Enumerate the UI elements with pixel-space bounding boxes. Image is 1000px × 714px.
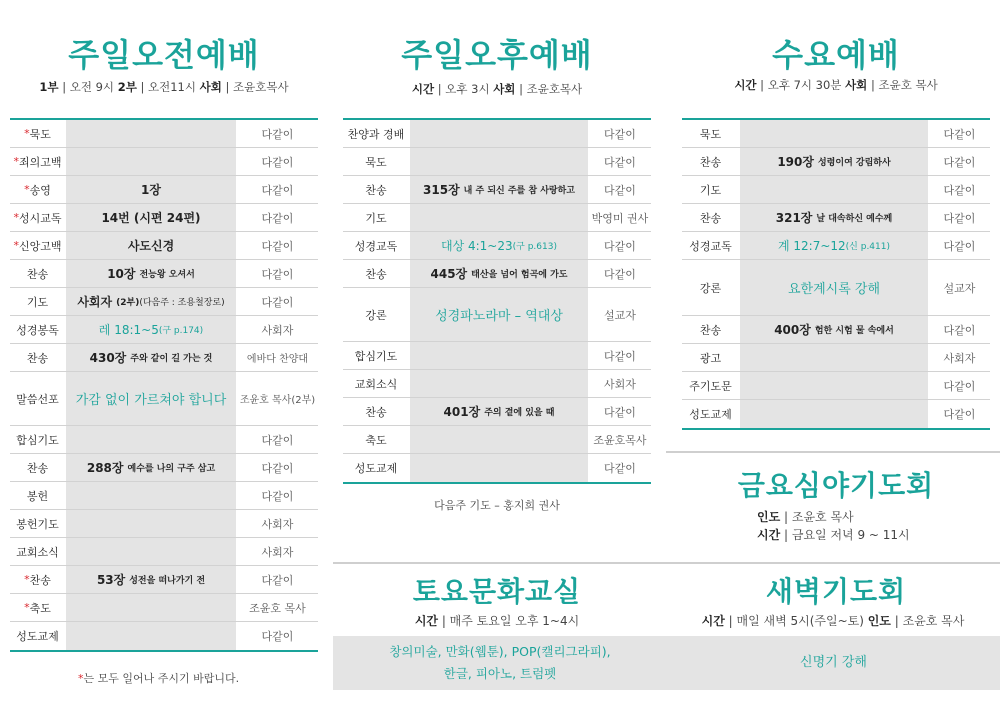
order-row: [343, 260, 651, 288]
order-row: [343, 120, 651, 148]
order-item-label: [10, 426, 65, 453]
order-item-leader: 에바다 찬양대: [246, 354, 309, 365]
order-item-leader: 다같이: [261, 461, 294, 475]
order-item-label-text: 성경교독: [689, 239, 732, 253]
friday-time-value: | 금요일 저녁 9 ~ 11시: [780, 528, 910, 542]
order-item-content: [65, 232, 237, 259]
order-item-label-text: 주기도문: [689, 379, 732, 393]
order-item-content: [739, 260, 929, 315]
order-item-label: [343, 398, 409, 425]
order-item-content: [739, 316, 929, 343]
standing-star: *: [13, 211, 19, 224]
standing-star: *: [24, 573, 30, 586]
wednesday-sub-part2-bold: 사회: [845, 78, 868, 92]
hymn-title: 전능왕 오셔서: [139, 270, 195, 280]
order-item-leader: 사회자: [943, 351, 976, 365]
hymn-title: 성전을 떠나가기 전: [129, 576, 206, 586]
order-item-label: [343, 232, 409, 259]
order-row: [10, 622, 318, 650]
order-item-content: [65, 344, 237, 371]
order-item-label-text: 교회소식: [354, 377, 398, 391]
order-item-content: [409, 176, 589, 203]
order-row: [343, 370, 651, 398]
order-item-label-text: 성시교독: [18, 211, 62, 225]
order-row: [10, 204, 318, 232]
order-item-label: [682, 400, 739, 428]
order-item-label: [682, 316, 739, 343]
order-item-label-text: 성경교독: [354, 239, 398, 253]
order-item-leader: 다같이: [261, 573, 294, 587]
sunday-am-sub-part2: | 오전11시: [136, 80, 200, 94]
order-item-label-text: 강론: [699, 281, 722, 295]
friday-leader-value: | 조윤호 목사: [780, 510, 854, 524]
saturday-classes-box: [333, 636, 667, 690]
order-row: [10, 260, 318, 288]
order-item-content: [65, 316, 237, 343]
next-week-note: (다음주 : 조용철장로): [139, 298, 225, 308]
order-item-label: [343, 176, 409, 203]
order-item-leader: 사회자: [604, 377, 636, 391]
order-row: [682, 148, 990, 176]
order-item-label: [10, 622, 65, 650]
order-item-label: [682, 232, 739, 259]
order-row: [343, 398, 651, 426]
order-item-content: [65, 510, 237, 537]
order-item-label: [343, 120, 409, 147]
order-item-content: [409, 260, 589, 287]
order-item-main: 190장: [777, 155, 814, 169]
sermon-title: 가감 없이 가르쳐야 합니다: [75, 393, 227, 408]
order-row: [682, 232, 990, 260]
order-item-main: 430장: [89, 351, 127, 365]
order-item-label: [10, 176, 65, 203]
sunday-am-title: 주일오전예배: [68, 36, 260, 74]
order-row: [343, 288, 651, 342]
order-item-label-text: 찬송: [699, 155, 722, 169]
order-item-leader: 조윤호 목사: [249, 601, 306, 615]
order-item-label-text: 봉헌기도: [16, 517, 59, 531]
order-item-main: 288장: [86, 461, 124, 475]
friday-leader-label: 인도: [757, 510, 781, 524]
order-item-content: [65, 204, 237, 231]
hymn-title: 날 대속하신 예수께: [816, 214, 893, 224]
order-row: [10, 594, 318, 622]
sunday-am-sub-part1-bold: 1부: [39, 80, 59, 94]
order-item-leader: 다같이: [604, 267, 636, 281]
divider-bottom-section: [333, 562, 1000, 564]
order-item-content: [739, 204, 929, 231]
order-item-label: [10, 538, 65, 565]
order-item-label: [10, 148, 65, 175]
order-row: [10, 176, 318, 204]
wednesday-title: 수요예배: [772, 36, 900, 74]
order-item-main: 53장: [96, 573, 126, 587]
order-item-content: [409, 204, 589, 231]
order-item-label: [343, 454, 409, 482]
order-item-content: [65, 120, 237, 147]
order-item-label: [10, 510, 65, 537]
order-item-label: [343, 426, 409, 453]
order-item-main: 사도신경: [127, 239, 175, 253]
order-item-content: [409, 454, 589, 482]
order-item-label: [682, 176, 739, 203]
sunday-am-footnote: [78, 670, 239, 686]
order-item-leader: 조윤호목사: [593, 433, 647, 447]
order-item-label-text: 합심기도: [354, 349, 398, 363]
order-item-content: [739, 400, 929, 428]
order-item-content: [65, 288, 237, 315]
order-item-leader: 다같이: [604, 239, 636, 253]
order-item-label-text: 찬송: [365, 405, 387, 419]
order-item-label-text: 성경봉독: [16, 323, 59, 337]
order-item-label-text: 기도: [365, 211, 387, 225]
order-item-content: [739, 148, 929, 175]
order-row: [682, 316, 990, 344]
order-item-content: [739, 232, 929, 259]
dawn-title: 새벽기도회: [765, 575, 907, 608]
hymn-title: 주와 같이 길 가는 것: [130, 354, 213, 364]
order-item-label: [682, 260, 739, 315]
dawn-leader-value: | 조윤호 목사: [890, 614, 965, 628]
order-item-label-text: 광고: [699, 351, 722, 365]
order-row: [682, 400, 990, 428]
order-row: [682, 120, 990, 148]
order-item-label: [343, 288, 409, 341]
wednesday-subtitle: [682, 77, 990, 93]
footnote-text: 는 모두 일어나 주시기 바랍니다.: [83, 672, 240, 685]
order-row: [10, 482, 318, 510]
order-row: [10, 344, 318, 372]
hymn-title: 태산을 넘어 험곡에 가도: [471, 270, 568, 280]
order-item-label-text: 봉헌: [26, 489, 49, 503]
order-item-label-text: 성도교제: [354, 462, 398, 475]
order-item-label: [682, 120, 739, 147]
order-row: [682, 176, 990, 204]
saturday-classes-line1: 창의미술, 만화(웹툰), POP(캘리그라피),: [389, 644, 611, 659]
order-item-content: [65, 622, 237, 650]
order-item-label: [10, 232, 65, 259]
order-item-label-text: 찬송: [699, 211, 722, 225]
order-row: [10, 566, 318, 594]
friday-time: [757, 526, 910, 543]
order-item-label-text: 찬송: [26, 267, 49, 281]
order-item-leader: 다같이: [943, 183, 976, 197]
order-item-leader: 다같이: [261, 489, 294, 503]
order-item-main: 1장: [141, 183, 161, 197]
order-item-content: [409, 426, 589, 453]
order-row: [343, 454, 651, 482]
order-item-label: [10, 566, 65, 593]
order-item-leader: 다같이: [943, 211, 976, 225]
order-item-main: 321장: [775, 211, 813, 225]
order-item-label-text: 축도: [29, 601, 51, 615]
dawn-time-label: 시간: [701, 614, 725, 628]
order-item-label-text: 죄의고백: [18, 155, 62, 169]
hymn-title: (2부): [116, 298, 140, 308]
order-item-label-text: 강론: [365, 308, 387, 322]
order-item-label-text: 말씀선포: [16, 392, 59, 406]
order-item-leader: 조윤호 목사(2부): [239, 395, 316, 406]
wednesday-sub-part1-bold: 시간: [734, 78, 757, 92]
order-row: [10, 538, 318, 566]
order-item-leader: 다같이: [943, 323, 976, 337]
order-item-leader: 사회자: [261, 517, 294, 531]
order-item-content: [65, 176, 237, 203]
sunday-pm-title: 주일오후예배: [401, 36, 593, 74]
sermon-title: 요한계시록 강해: [787, 282, 881, 297]
order-item-content: [739, 120, 929, 147]
order-item-main: 401장: [443, 405, 481, 419]
order-row: [682, 344, 990, 372]
order-item-content: [65, 566, 237, 593]
order-item-label: [10, 260, 65, 287]
dawn-time-value: | 매일 새벽 5시(주일~토): [724, 614, 868, 628]
order-item-leader: 다같이: [261, 267, 294, 281]
friday-title: 금요심야기도회: [737, 469, 935, 502]
order-item-label-text: 기도: [699, 183, 722, 197]
order-item-leader: 다같이: [604, 155, 636, 169]
friday-leader: [757, 508, 854, 525]
order-item-label: [343, 204, 409, 231]
order-item-label: [682, 204, 739, 231]
order-item-label: [10, 204, 65, 231]
sunday-pm-sub-part2-bold: 사회: [493, 82, 516, 96]
order-row: [10, 510, 318, 538]
order-item-content: [65, 482, 237, 509]
order-item-label-text: 찬송: [699, 323, 722, 337]
order-item-leader: 다같이: [261, 155, 294, 169]
order-item-content: [409, 148, 589, 175]
order-item-main: 400장: [774, 323, 811, 337]
standing-star: *: [24, 127, 30, 140]
order-item-label-text: 찬송: [26, 351, 49, 365]
sunday-pm-next-week-prayer: 다음주 기도 – 홍지희 권사: [434, 499, 560, 512]
order-item-label-text: 교회소식: [16, 545, 59, 559]
order-item-leader: 다같이: [261, 630, 294, 643]
order-item-label: [10, 482, 65, 509]
sunday-am-sub-part3-bold: 사회: [199, 80, 222, 94]
order-row: [343, 148, 651, 176]
order-item-label-text: 찬송: [365, 183, 387, 197]
sunday-pm-subtitle: [343, 81, 651, 97]
order-item-label: [343, 370, 409, 397]
order-item-leader: 다같이: [604, 183, 636, 197]
wednesday-sub-part2: | 조윤호 목사: [867, 78, 938, 92]
order-item-label-text: 축도: [365, 433, 387, 447]
sunday-am-sub-part3: | 조윤호목사: [221, 80, 289, 94]
order-item-leader: 다같이: [943, 155, 976, 169]
hymn-title: 험한 시험 물 속에서: [814, 326, 894, 336]
order-item-leader: 다같이: [604, 127, 636, 141]
order-item-content: [409, 342, 589, 369]
order-item-label-text: 신앙고백: [18, 239, 62, 253]
order-item-label: [343, 148, 409, 175]
footnote-star: *: [78, 672, 84, 685]
hymn-title: 주의 곁에 있을 때: [484, 408, 555, 418]
order-item-label-text: 찬송: [26, 461, 49, 475]
order-item-content: [739, 372, 929, 399]
order-item-label-text: 묵도: [699, 127, 722, 141]
wednesday-sub-part1: | 오후 7시 30분: [756, 78, 846, 92]
order-item-label: [682, 148, 739, 175]
order-item-content: [65, 260, 237, 287]
dawn-leader-label: 인도: [867, 614, 891, 628]
standing-star: *: [13, 239, 19, 252]
sermon-title: 성경파노라마 – 역대상: [435, 309, 563, 324]
order-row: [682, 204, 990, 232]
order-item-label: [10, 288, 65, 315]
sunday-am-sub-part2-bold: 2부: [117, 80, 137, 94]
order-item-leader: 사회자: [261, 545, 294, 559]
order-item-leader: 다같이: [943, 127, 976, 141]
standing-star: *: [24, 183, 30, 196]
hymn-title: 내 주 되신 주를 참 사랑하고: [463, 186, 575, 196]
order-item-main: 사회자: [77, 295, 113, 309]
order-item-main: 445장: [430, 267, 468, 281]
order-item-label: [10, 594, 65, 621]
order-item-label-text: 찬송: [29, 573, 51, 587]
scripture-passage: 계 12:7~12: [777, 239, 846, 253]
order-item-label-text: 송영: [29, 183, 51, 197]
order-item-leader: 박영미 권사: [591, 211, 649, 225]
order-row: [343, 204, 651, 232]
sunday-pm-order-table: [343, 118, 651, 484]
order-item-label-text: 묵도: [29, 127, 51, 141]
order-item-leader: 다같이: [261, 183, 294, 197]
order-item-leader: 다같이: [261, 127, 294, 141]
order-item-leader: 다같이: [261, 211, 294, 225]
order-row: [682, 372, 990, 400]
scripture-page-ref: (신 p.411): [845, 242, 891, 252]
divider-friday-top: [666, 451, 1000, 453]
order-item-content: [65, 538, 237, 565]
order-row: [10, 316, 318, 344]
order-item-main: 315장: [423, 183, 460, 197]
order-item-label: [10, 372, 65, 425]
order-item-leader: 다같이: [943, 379, 976, 393]
order-row: [10, 148, 318, 176]
order-row: [10, 426, 318, 454]
sunday-pm-sub-part1-bold: 시간: [411, 82, 435, 96]
standing-star: *: [24, 601, 30, 614]
order-item-label: [682, 372, 739, 399]
order-item-content: [65, 426, 237, 453]
scripture-page-ref: (구 p.613): [512, 242, 557, 252]
order-row: [343, 176, 651, 204]
standing-star: *: [13, 155, 19, 168]
order-item-label: [343, 260, 409, 287]
hymn-title: 예수를 나의 구주 삼고: [127, 464, 216, 474]
order-row: [343, 342, 651, 370]
order-item-label: [343, 342, 409, 369]
sunday-am-subtitle: [10, 79, 318, 95]
order-item-leader: 다같이: [261, 295, 294, 309]
hymn-title: 성령이여 강림하사: [817, 158, 891, 168]
order-item-label-text: 합심기도: [16, 433, 59, 447]
saturday-time-label: 시간: [414, 614, 438, 628]
order-item-content: [409, 370, 589, 397]
order-item-leader: 다같이: [943, 408, 976, 421]
order-item-label: [10, 454, 65, 481]
order-item-content: [739, 344, 929, 371]
scripture-passage: 대상 4:1~23: [441, 239, 513, 253]
saturday-time-value: | 매주 토요일 오후 1~4시: [438, 614, 580, 628]
dawn-info: [666, 612, 1000, 629]
order-item-label-text: 기도: [26, 295, 49, 309]
order-item-content: [65, 148, 237, 175]
order-row: [682, 260, 990, 316]
saturday-classes-line2: 한글, 피아노, 트럼펫: [443, 666, 557, 681]
order-item-leader: 다같이: [261, 239, 294, 253]
order-item-label-text: 찬송: [365, 267, 387, 281]
order-item-leader: 다같이: [604, 405, 636, 419]
order-item-leader: 다같이: [604, 349, 636, 363]
order-item-label-text: 찬양과 경배: [347, 127, 405, 141]
order-item-content: [409, 120, 589, 147]
wednesday-order-table: [682, 118, 990, 430]
order-item-label-text: 묵도: [365, 155, 387, 169]
order-item-content: [409, 288, 589, 341]
order-row: [10, 232, 318, 260]
order-item-content: [739, 176, 929, 203]
order-item-label-text: 성도교제: [689, 408, 732, 421]
order-item-label: [10, 120, 65, 147]
order-item-main: 10장: [107, 267, 136, 281]
sunday-pm-sub-part2: | 조윤호목사: [515, 82, 583, 96]
order-item-content: [409, 232, 589, 259]
saturday-title: 토요문화교실: [412, 575, 582, 608]
friday-time-label: 시간: [757, 528, 781, 542]
order-item-leader: 설교자: [943, 281, 976, 295]
order-item-leader: 다같이: [943, 239, 976, 253]
order-row: [10, 288, 318, 316]
order-item-leader: 설교자: [604, 308, 636, 322]
dawn-sermon-box: 신명기 강해: [667, 636, 1000, 690]
scripture-passage: 레 18:1~5: [98, 323, 159, 337]
order-item-content: [409, 398, 589, 425]
order-item-label-text: 성도교제: [16, 630, 59, 643]
order-row: [343, 426, 651, 454]
order-item-main: 14번 (시편 24편): [101, 211, 201, 225]
order-item-label: [10, 316, 65, 343]
scripture-page-ref: (구 p.174): [158, 326, 204, 336]
order-item-content: [65, 372, 237, 425]
order-item-content: [65, 454, 237, 481]
order-row: [343, 232, 651, 260]
order-item-content: [65, 594, 237, 621]
order-item-label: [10, 344, 65, 371]
order-item-leader: 다같이: [604, 462, 636, 475]
order-row: [10, 454, 318, 482]
saturday-time: [343, 612, 651, 629]
order-item-leader: 사회자: [261, 323, 294, 337]
order-item-label: [682, 344, 739, 371]
sunday-am-sub-part1: | 오전 9시: [58, 80, 118, 94]
order-item-leader: 다같이: [261, 433, 294, 447]
order-row: [10, 372, 318, 426]
sunday-am-order-table: [10, 118, 318, 652]
order-row: [10, 120, 318, 148]
sunday-pm-sub-part1: | 오후 3시: [434, 82, 494, 96]
